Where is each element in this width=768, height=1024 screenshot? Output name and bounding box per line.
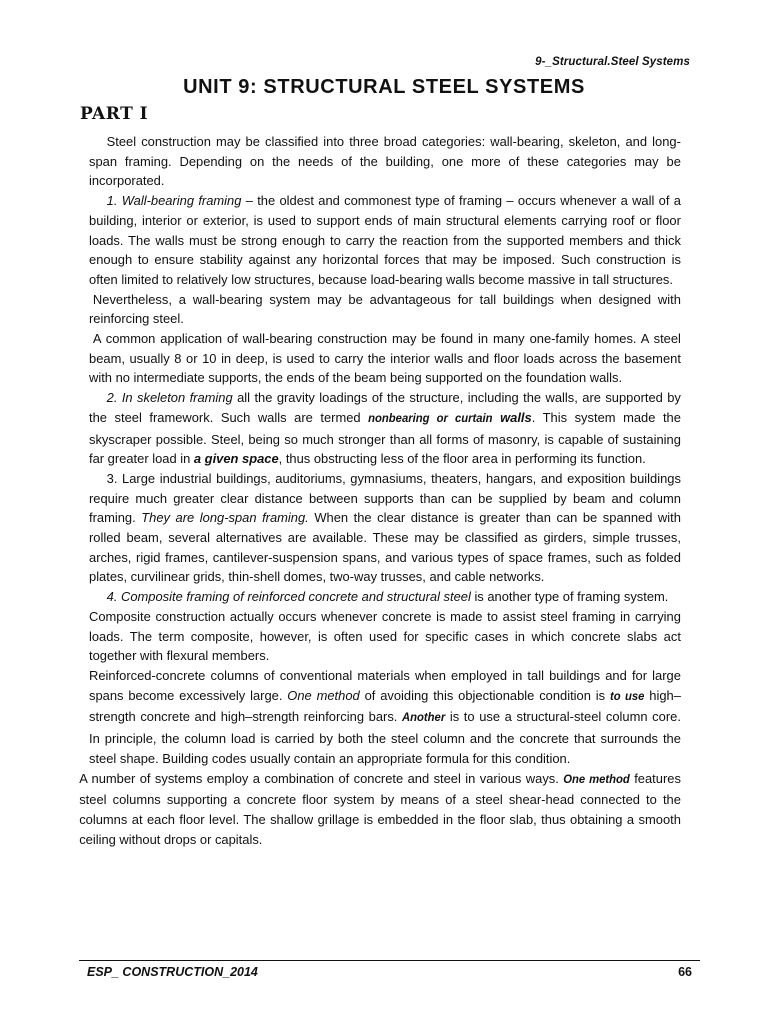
paragraph-common-application: A common application of wall-bearing construction may be found in many one-family homes. A steel beam, usually 8 or 10 in deep, is used to carry the interior walls and floor loads across the basement with no intermediate supports, the ends of the beam being supported on the foundation walls. — [89, 331, 681, 386]
paragraph-composite-framing — [89, 587, 681, 607]
paragraph-combination-systems — [79, 769, 681, 850]
page-title: UNIT 9: STRUCTURAL STEEL SYSTEMS — [183, 76, 585, 98]
paragraph-intro: Steel construction may be classified into three broad categories: wall-bearing, skeleton, and long-span framing. Depending on the needs of the building, one more of these categories may be incorporated. — [89, 134, 681, 189]
page-number: 66 — [678, 965, 692, 979]
paragraph-skeleton — [89, 388, 681, 469]
rc-text-b: of avoiding this objectionable condition is — [359, 687, 610, 703]
term-nonbearing: nonbearing or curtain — [368, 412, 493, 425]
term-to-use: to use — [609, 690, 645, 703]
term-one-method: One method — [563, 773, 630, 786]
footer-course-label: ESP_ CONSTRUCTION_2014 — [87, 965, 258, 979]
wall-bearing-lead: 1. Wall-bearing framing — [106, 193, 242, 209]
paragraph-long-span — [89, 469, 681, 587]
term-given-space: a given space — [193, 451, 279, 467]
skeleton-text-c: , thus obstructing less of the floor area in performing its function. — [278, 451, 646, 467]
rc-one-method: One method — [287, 687, 360, 703]
composite-text: is another type of framing system. — [470, 589, 669, 605]
term-walls: walls — [492, 409, 532, 425]
skeleton-lead: 2. In skeleton framing — [106, 390, 233, 406]
combo-text-a: A number of systems employ a combination of concrete and steel in various ways. — [79, 770, 564, 786]
footer-divider — [79, 960, 700, 961]
rc-text-a: Reinforced-concrete columns of conventional materials when employed in tall buildings and for large spans become excessively large. — [89, 667, 681, 703]
skeleton-text-a: all the gravity loadings of the structure, including the walls, are supported by the steel framework. Such walls are termed — [89, 390, 681, 425]
long-span-text-b: When the clear distance is greater than can be spanned with rolled beam, several alternatives are available. These may be classified as girders, simple trusses, arches, rigid frames, cantilever-suspension spans, and various types of space frames, such as folded plates, curvilinear grids, thin-shell domes, two-way trusses, and cable networks. — [89, 510, 681, 585]
part-heading: PART I — [80, 104, 149, 124]
paragraph-reinforced-concrete — [89, 666, 681, 769]
paragraph-nevertheless: Nevertheless, a wall-bearing system may be advantageous for tall buildings when designed with reinforcing steel. — [89, 291, 681, 327]
rc-text-c: high–strength concrete and high–strength reinforcing bars. — [89, 687, 681, 725]
wall-bearing-text: – the oldest and commonest type of framing – occurs whenever a wall of a building, interior or exterior, is used to support ends of main structural elements carrying roof or floor loads. The walls must be strong enough to carry the reaction from the supported members and thick enough to ensure stability against any horizontal forces that may be imposed. Such construction is often limited to relatively low structures, because load-bearing walls become massive in tall structures. — [89, 193, 681, 287]
long-span-emphasis: They are long-span framing. — [141, 510, 309, 526]
long-span-text-a: 3. Large industrial buildings, auditoriums, gymnasiums, theaters, hangars, and exposition buildings require much greater clear distance between supports than can be supplied by beam and column framing. — [89, 470, 681, 526]
skeleton-text-b: . This system made the skyscraper possible. Steel, being so much stronger than all forms of masonry, is capable of sustaining far greater load in — [89, 409, 681, 467]
rc-text-d: is to use a structural-steel column core. In principle, the column load is carried by both the steel column and the concrete that surrounds the steel shape. Building codes usually contain an appropriate formula for this condition. — [89, 709, 681, 766]
combo-text-b: features steel columns supporting a concrete floor system by means of a steel shear-head connected to the columns at each floor level. The shallow grillage is embedded in the floor slab, thus obtaining a smooth ceiling without drops or capitals. — [79, 770, 681, 847]
paragraph-wall-bearing — [89, 191, 681, 290]
running-head: 9-_Structural.Steel Systems — [535, 56, 690, 68]
body-text — [79, 132, 681, 849]
term-another: Another — [402, 712, 446, 725]
composite-lead: 4. Composite framing of reinforced concrete and structural steel — [106, 589, 471, 605]
paragraph-composite-construction: Composite construction actually occurs whenever concrete is made to assist steel framing in carrying loads. The term composite, however, is often used for specific cases in which concrete slabs act together with flexural members. — [89, 608, 681, 664]
